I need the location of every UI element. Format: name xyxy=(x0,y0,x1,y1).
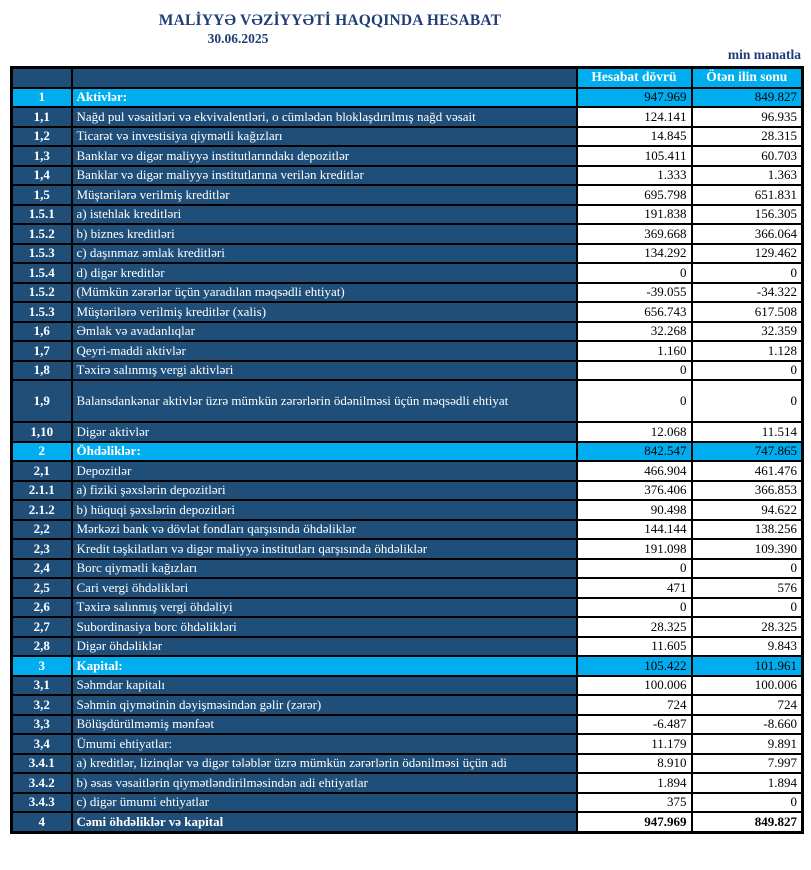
row-number-cell: 1 xyxy=(12,88,72,108)
row-number-cell: 1,1 xyxy=(12,107,72,127)
table-row xyxy=(12,146,803,166)
header-cell-empty-num xyxy=(12,68,72,88)
table-row xyxy=(12,107,803,127)
table-header-row xyxy=(12,68,803,88)
row-label-cell: a) istehlak kreditləri xyxy=(72,205,577,225)
current-value-cell: 100.006 xyxy=(577,676,692,696)
previous-value-cell: 0 xyxy=(692,793,803,813)
row-number-cell: 2,3 xyxy=(12,539,72,559)
table-row xyxy=(12,205,803,225)
row-label-cell: Ümumi ehtiyatlar: xyxy=(72,734,577,754)
previous-value-cell: 1.363 xyxy=(692,166,803,186)
previous-value-cell: 849.827 xyxy=(692,812,803,832)
row-number-cell: 1,7 xyxy=(12,341,72,361)
current-value-cell: 134.292 xyxy=(577,244,692,264)
row-number-cell: 1.5.1 xyxy=(12,205,72,225)
row-label-cell: Cəmi öhdəliklər və kapital xyxy=(72,812,577,832)
table-row xyxy=(12,361,803,381)
row-number-cell: 2,8 xyxy=(12,637,72,657)
previous-value-cell: -34.322 xyxy=(692,283,803,303)
row-label-cell: Balansdankənar aktivlər üzrə mümkün zərərlərin ödənilməsi üçün məqsədli ehtiyat xyxy=(72,380,577,422)
table-row xyxy=(12,695,803,715)
page-title: MALİYYƏ VƏZİYYƏTİ HAQQINDA HESABAT xyxy=(158,12,502,29)
row-number-cell: 1.5.3 xyxy=(12,244,72,264)
row-label-cell: Subordinasiya borc öhdəlikləri xyxy=(72,617,577,637)
current-value-cell: 12.068 xyxy=(577,422,692,442)
row-label-cell: Təxirə salınmış vergi aktivləri xyxy=(72,361,577,381)
row-label-cell: Cari vergi öhdəlikləri xyxy=(72,578,577,598)
row-label-cell: b) əsas vəsaitlərin qiymətləndirilməsindən adi ehtiyatlar xyxy=(72,773,577,793)
row-label-cell: Qeyri-maddi aktivlər xyxy=(72,341,577,361)
current-value-cell: 695.798 xyxy=(577,185,692,205)
current-value-cell: 144.144 xyxy=(577,520,692,540)
table-row xyxy=(12,812,803,832)
previous-value-cell: 101.961 xyxy=(692,656,803,676)
current-value-cell: 191.098 xyxy=(577,539,692,559)
previous-value-cell: 9.843 xyxy=(692,637,803,657)
previous-value-cell: 11.514 xyxy=(692,422,803,442)
table-body xyxy=(12,88,803,833)
previous-value-cell: 156.305 xyxy=(692,205,803,225)
row-number-cell: 1,5 xyxy=(12,185,72,205)
previous-value-cell: 100.006 xyxy=(692,676,803,696)
table-row xyxy=(12,754,803,774)
row-label-cell: Mərkəzi bank və dövlət fondları qarşısında öhdəliklər xyxy=(72,520,577,540)
previous-value-cell: 724 xyxy=(692,695,803,715)
current-value-cell: 105.422 xyxy=(577,656,692,676)
previous-value-cell: 28.315 xyxy=(692,127,803,147)
previous-value-cell: 0 xyxy=(692,361,803,381)
previous-value-cell: 0 xyxy=(692,559,803,579)
row-label-cell: d) digər kreditlər xyxy=(72,263,577,283)
table-row xyxy=(12,442,803,462)
table-row xyxy=(12,380,803,422)
row-label-cell: a) kreditlər, lizinqlər və digər tələblər üzrə mümkün zərərlərin ödənilməsi üçün adi xyxy=(72,754,577,774)
row-number-cell: 1,3 xyxy=(12,146,72,166)
row-label-cell: Müştərilərə verilmiş kreditlər xyxy=(72,185,577,205)
row-number-cell: 1,2 xyxy=(12,127,72,147)
row-label-cell: (Mümkün zərərlər üçün yaradılan məqsədli ehtiyat) xyxy=(72,283,577,303)
row-label-cell: a) fiziki şəxslərin depozitləri xyxy=(72,481,577,501)
row-label-cell: Digər öhdəliklər xyxy=(72,637,577,657)
table-row xyxy=(12,656,803,676)
row-number-cell: 3,2 xyxy=(12,695,72,715)
currency-unit-label: min manatla xyxy=(727,47,801,62)
row-number-cell: 1,6 xyxy=(12,322,72,342)
current-value-cell: 724 xyxy=(577,695,692,715)
table-row xyxy=(12,773,803,793)
table-row xyxy=(12,520,803,540)
current-value-cell: 8.910 xyxy=(577,754,692,774)
current-value-cell: 947.969 xyxy=(577,812,692,832)
header-cell-empty-label xyxy=(72,68,577,88)
row-number-cell: 2,6 xyxy=(12,598,72,618)
row-label-cell: Səhmin qiymətinin dəyişməsindən gəlir (zərər) xyxy=(72,695,577,715)
previous-value-cell: 0 xyxy=(692,263,803,283)
table-row xyxy=(12,793,803,813)
current-value-cell: 90.498 xyxy=(577,500,692,520)
previous-value-cell: 9.891 xyxy=(692,734,803,754)
table-row xyxy=(12,481,803,501)
current-value-cell: 14.845 xyxy=(577,127,692,147)
previous-value-cell: 1.128 xyxy=(692,341,803,361)
row-label-cell: Bölüşdürülməmiş mənfəət xyxy=(72,715,577,735)
row-label-cell: Ticarət və investisiya qiymətli kağızları xyxy=(72,127,577,147)
current-value-cell: 1.160 xyxy=(577,341,692,361)
previous-value-cell: 32.359 xyxy=(692,322,803,342)
row-label-cell: Kapital: xyxy=(72,656,577,676)
previous-value-cell: 96.935 xyxy=(692,107,803,127)
row-label-cell: Müştərilərə verilmiş kreditlər (xalis) xyxy=(72,302,577,322)
row-number-cell: 2,1 xyxy=(12,461,72,481)
current-value-cell: 11.605 xyxy=(577,637,692,657)
previous-value-cell: 617.508 xyxy=(692,302,803,322)
previous-value-cell: 94.622 xyxy=(692,500,803,520)
row-number-cell: 3,3 xyxy=(12,715,72,735)
row-label-cell: Digər aktivlər xyxy=(72,422,577,442)
table-row xyxy=(12,88,803,108)
current-value-cell: 28.325 xyxy=(577,617,692,637)
previous-value-cell: 7.997 xyxy=(692,754,803,774)
row-number-cell: 3,4 xyxy=(12,734,72,754)
table-row xyxy=(12,302,803,322)
previous-value-cell: 109.390 xyxy=(692,539,803,559)
table-row xyxy=(12,322,803,342)
current-value-cell: 0 xyxy=(577,380,692,422)
table-row xyxy=(12,422,803,442)
previous-value-cell: 849.827 xyxy=(692,88,803,108)
row-label-cell: c) digər ümumi ehtiyatlar xyxy=(72,793,577,813)
row-label-cell: Təxirə salınmış vergi öhdəliyi xyxy=(72,598,577,618)
row-label-cell: Kredit təşkilatları və digər maliyyə institutları qarşısında öhdəliklər xyxy=(72,539,577,559)
current-value-cell: 1.894 xyxy=(577,773,692,793)
row-number-cell: 1,4 xyxy=(12,166,72,186)
row-label-cell: Nağd pul vəsaitləri və ekvivalentləri, o cümlədən bloklaşdırılmış nağd vəsait xyxy=(72,107,577,127)
row-number-cell: 2,5 xyxy=(12,578,72,598)
table-row xyxy=(12,127,803,147)
table-row xyxy=(12,598,803,618)
previous-value-cell: -8.660 xyxy=(692,715,803,735)
table-row xyxy=(12,715,803,735)
current-value-cell: 947.969 xyxy=(577,88,692,108)
previous-value-cell: 0 xyxy=(692,380,803,422)
row-label-cell: Aktivlər: xyxy=(72,88,577,108)
table-row xyxy=(12,734,803,754)
previous-value-cell: 747.865 xyxy=(692,442,803,462)
row-label-cell: c) daşınmaz əmlak kreditləri xyxy=(72,244,577,264)
row-number-cell: 4 xyxy=(12,812,72,832)
previous-value-cell: 129.462 xyxy=(692,244,803,264)
current-value-cell: 1.333 xyxy=(577,166,692,186)
current-value-cell: 0 xyxy=(577,598,692,618)
current-value-cell: 11.179 xyxy=(577,734,692,754)
row-label-cell: Banklar və digər maliyyə institutlarına verilən kreditlər xyxy=(72,166,577,186)
row-label-cell: b) hüquqi şəxslərin depozitləri xyxy=(72,500,577,520)
table-row xyxy=(12,617,803,637)
table-row xyxy=(12,637,803,657)
table-row xyxy=(12,461,803,481)
current-value-cell: -6.487 xyxy=(577,715,692,735)
row-label-cell: b) biznes kreditləri xyxy=(72,224,577,244)
row-number-cell: 3.4.1 xyxy=(12,754,72,774)
table-row xyxy=(12,578,803,598)
table-row xyxy=(12,500,803,520)
row-number-cell: 1,10 xyxy=(12,422,72,442)
current-value-cell: 656.743 xyxy=(577,302,692,322)
current-value-cell: 191.838 xyxy=(577,205,692,225)
current-value-cell: 32.268 xyxy=(577,322,692,342)
row-number-cell: 2,2 xyxy=(12,520,72,540)
row-label-cell: Əmlak və avadanlıqlar xyxy=(72,322,577,342)
previous-value-cell: 138.256 xyxy=(692,520,803,540)
current-value-cell: 0 xyxy=(577,559,692,579)
previous-value-cell: 461.476 xyxy=(692,461,803,481)
header-cell-current-period: Hesabat dövrü xyxy=(577,68,692,88)
current-value-cell: 471 xyxy=(577,578,692,598)
current-value-cell: 105.411 xyxy=(577,146,692,166)
row-number-cell: 3,1 xyxy=(12,676,72,696)
row-label-cell: Depozitlər xyxy=(72,461,577,481)
header-cell-previous-year-end: Ötən ilin sonu xyxy=(692,68,803,88)
current-value-cell: 0 xyxy=(577,361,692,381)
report-date: 30.06.2025 xyxy=(207,31,269,46)
row-label-cell: Səhmdar kapitalı xyxy=(72,676,577,696)
row-number-cell: 1,9 xyxy=(12,380,72,422)
current-value-cell: 842.547 xyxy=(577,442,692,462)
current-value-cell: 376.406 xyxy=(577,481,692,501)
table-row xyxy=(12,676,803,696)
previous-value-cell: 0 xyxy=(692,598,803,618)
row-number-cell: 2,4 xyxy=(12,559,72,579)
row-number-cell: 2 xyxy=(12,442,72,462)
previous-value-cell: 651.831 xyxy=(692,185,803,205)
current-value-cell: 375 xyxy=(577,793,692,813)
previous-value-cell: 366.853 xyxy=(692,481,803,501)
current-value-cell: 369.668 xyxy=(577,224,692,244)
table-row xyxy=(12,263,803,283)
row-number-cell: 1.5.3 xyxy=(12,302,72,322)
previous-value-cell: 60.703 xyxy=(692,146,803,166)
previous-value-cell: 576 xyxy=(692,578,803,598)
table-row xyxy=(12,539,803,559)
row-number-cell: 2,7 xyxy=(12,617,72,637)
previous-value-cell: 1.894 xyxy=(692,773,803,793)
row-number-cell: 1.5.4 xyxy=(12,263,72,283)
current-value-cell: 466.904 xyxy=(577,461,692,481)
row-number-cell: 2.1.2 xyxy=(12,500,72,520)
row-number-cell: 3 xyxy=(12,656,72,676)
row-label-cell: Öhdəliklər: xyxy=(72,442,577,462)
table-row xyxy=(12,559,803,579)
table-row xyxy=(12,166,803,186)
table-row xyxy=(12,224,803,244)
row-label-cell: Borc qiymətli kağızları xyxy=(72,559,577,579)
financial-position-table xyxy=(10,66,804,834)
row-number-cell: 1,8 xyxy=(12,361,72,381)
row-number-cell: 3.4.2 xyxy=(12,773,72,793)
row-number-cell: 1.5.2 xyxy=(12,283,72,303)
row-number-cell: 3.4.3 xyxy=(12,793,72,813)
table-row xyxy=(12,185,803,205)
previous-value-cell: 28.325 xyxy=(692,617,803,637)
current-value-cell: -39.055 xyxy=(577,283,692,303)
current-value-cell: 0 xyxy=(577,263,692,283)
table-row xyxy=(12,283,803,303)
row-number-cell: 2.1.1 xyxy=(12,481,72,501)
row-number-cell: 1.5.2 xyxy=(12,224,72,244)
previous-value-cell: 366.064 xyxy=(692,224,803,244)
row-label-cell: Banklar və digər maliyyə institutlarındakı depozitlər xyxy=(72,146,577,166)
table-row xyxy=(12,244,803,264)
current-value-cell: 124.141 xyxy=(577,107,692,127)
table-row xyxy=(12,341,803,361)
